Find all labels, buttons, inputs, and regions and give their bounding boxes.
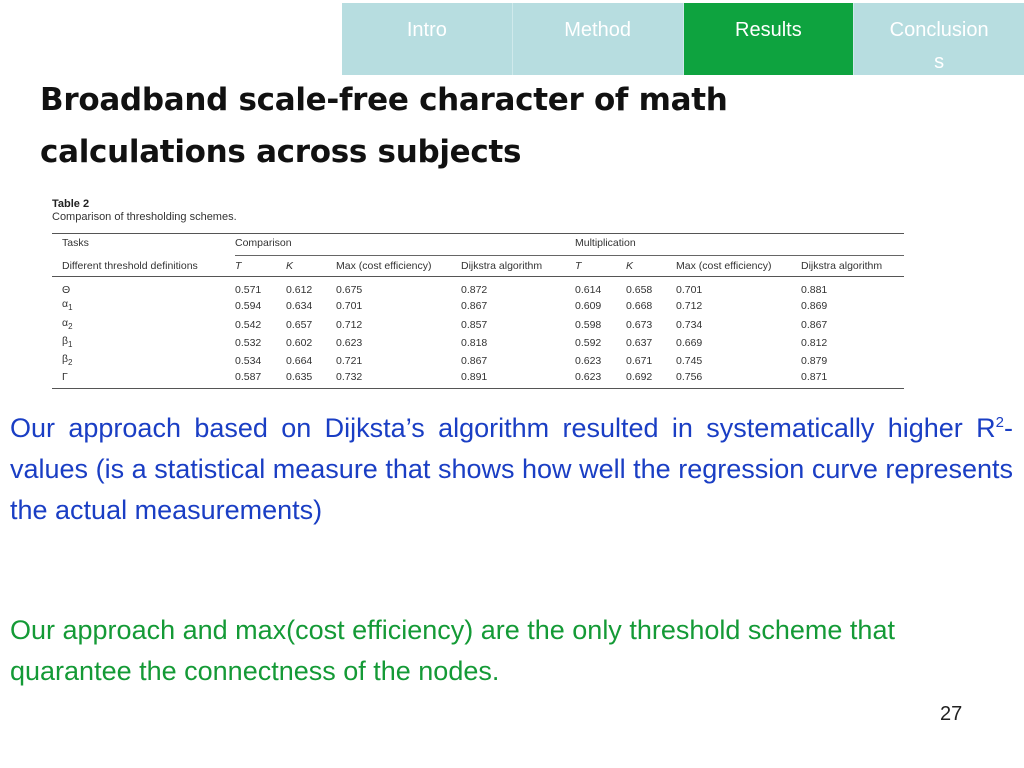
table-cell: 0.712 — [676, 300, 703, 313]
col-t: T — [575, 256, 626, 277]
table-cell: 0.669 — [676, 336, 703, 349]
table-cell: 0.869 — [801, 300, 828, 313]
table-row — [52, 297, 904, 315]
tab-label: Method — [564, 19, 631, 41]
col-max-cost: Max (cost efficiency) — [676, 256, 801, 277]
table-cell: 0.857 — [461, 318, 488, 331]
table-cell: 0.612 — [286, 284, 313, 296]
table-cell: 0.534 — [235, 355, 262, 368]
table-row — [52, 352, 904, 370]
table-row — [52, 277, 904, 298]
table-cell: 0.818 — [461, 336, 488, 349]
tab-results[interactable] — [684, 3, 855, 75]
table-cell: 0.623 — [575, 355, 602, 368]
symbol: β — [62, 334, 69, 347]
table-cell: 0.634 — [286, 300, 313, 313]
table-cell: 0.673 — [626, 318, 653, 331]
table-cell: 0.657 — [286, 318, 313, 331]
slide-title — [40, 74, 840, 178]
superscript-two: 2 — [995, 414, 1004, 431]
tab-conclusions[interactable] — [854, 3, 1024, 75]
tab-label: Intro — [406, 19, 447, 41]
slide-title-line-1: Broadband scale-free character of math — [40, 82, 728, 118]
threshold-symbol — [52, 277, 235, 298]
table-cell: 0.637 — [626, 336, 653, 349]
group-comparison: Comparison — [235, 234, 575, 256]
col-k: K — [286, 256, 336, 277]
table-row — [52, 334, 904, 352]
tab-label: Conclusion — [889, 19, 989, 41]
threshold-symbol — [52, 316, 235, 334]
table-cell: 0.721 — [336, 355, 363, 368]
symbol-subscript: 1 — [68, 303, 73, 313]
col-t: T — [235, 256, 286, 277]
table-figure — [52, 198, 904, 389]
table-cell: 0.867 — [801, 318, 828, 331]
paragraph-conclusion: Our approach and max(cost efficiency) are the only threshold scheme that quarantee the connectness of the nodes. — [10, 615, 895, 686]
table-cell: 0.871 — [801, 370, 904, 388]
col-k: K — [626, 256, 676, 277]
table-label: Table 2 — [52, 198, 90, 210]
table-row — [52, 370, 904, 388]
symbol-subscript: 2 — [68, 358, 73, 368]
table-cell: 0.602 — [286, 336, 313, 349]
table-row — [52, 316, 904, 334]
table-cell: 0.891 — [461, 370, 575, 388]
col-dijkstra: Dijkstra algorithm — [801, 256, 904, 277]
symbol: Γ — [62, 371, 68, 384]
table-cell: 0.658 — [626, 284, 653, 296]
slide-title-line-2: calculations across subjects — [40, 134, 522, 170]
table-caption: Comparison of thresholding schemes. — [52, 211, 237, 223]
table-cell: 0.668 — [626, 300, 653, 313]
table-cell: 0.623 — [336, 336, 363, 349]
col-threshold: Different threshold definitions — [52, 256, 235, 277]
table-cell: 0.732 — [336, 370, 461, 388]
table-cell: 0.532 — [235, 336, 262, 349]
tab-method[interactable] — [513, 3, 684, 75]
col-max-cost: Max (cost efficiency) — [336, 256, 461, 277]
table-cell: 0.609 — [575, 300, 602, 313]
table-cell: 0.701 — [676, 284, 703, 296]
table-cell: 0.571 — [235, 284, 262, 296]
table-cell: 0.812 — [801, 336, 828, 349]
table-cell: 0.712 — [336, 318, 363, 331]
symbol: α — [62, 316, 69, 329]
symbol: Θ — [62, 284, 71, 296]
table-cell: 0.594 — [235, 300, 262, 313]
table-cell: 0.756 — [676, 370, 801, 388]
table-cell: 0.671 — [626, 355, 653, 368]
tab-label: Results — [735, 19, 802, 41]
paragraph-findings — [10, 408, 1013, 531]
table-cell: 0.734 — [676, 318, 703, 331]
table-cell: 0.867 — [461, 300, 488, 313]
group-multiplication: Multiplication — [575, 234, 904, 256]
symbol: α — [62, 298, 69, 311]
table-cell: 0.598 — [575, 318, 602, 331]
table-cell: 0.675 — [336, 284, 363, 296]
table-cell: 0.664 — [286, 355, 313, 368]
threshold-symbol — [52, 334, 235, 352]
col-dijkstra: Dijkstra algorithm — [461, 256, 575, 277]
table-cell: 0.592 — [575, 336, 602, 349]
table-cell: 0.692 — [626, 370, 676, 388]
symbol-subscript: 1 — [68, 339, 73, 349]
col-tasks: Tasks — [52, 234, 235, 256]
paragraph-text: -values (is a statistical measure that shows how well the regression curve represents the actual measurements) — [10, 413, 1013, 525]
table-cell: 0.623 — [575, 370, 626, 388]
symbol: β — [62, 353, 69, 366]
thresholding-table — [52, 233, 904, 389]
paragraph-text: Our approach based on Dijksta’s algorithm resulted in systematically higher R — [10, 413, 996, 443]
table-cell: 0.745 — [676, 355, 703, 368]
threshold-symbol — [52, 370, 235, 388]
threshold-symbol — [52, 297, 235, 315]
symbol-subscript: 2 — [68, 321, 73, 331]
table-cell: 0.614 — [575, 284, 602, 296]
table-cell: 0.872 — [461, 284, 488, 296]
tab-label-wrap: s — [934, 51, 945, 73]
table-cell: 0.867 — [461, 355, 488, 368]
table-cell: 0.881 — [801, 284, 828, 296]
tab-intro[interactable] — [342, 3, 513, 75]
table-cell: 0.587 — [235, 370, 286, 388]
table-cell: 0.542 — [235, 318, 262, 331]
section-nav — [342, 3, 1024, 75]
table-cell: 0.635 — [286, 370, 336, 388]
page-number: 27 — [940, 703, 963, 725]
table-cell: 0.701 — [336, 300, 363, 313]
table-cell: 0.879 — [801, 355, 828, 368]
threshold-symbol — [52, 352, 235, 370]
